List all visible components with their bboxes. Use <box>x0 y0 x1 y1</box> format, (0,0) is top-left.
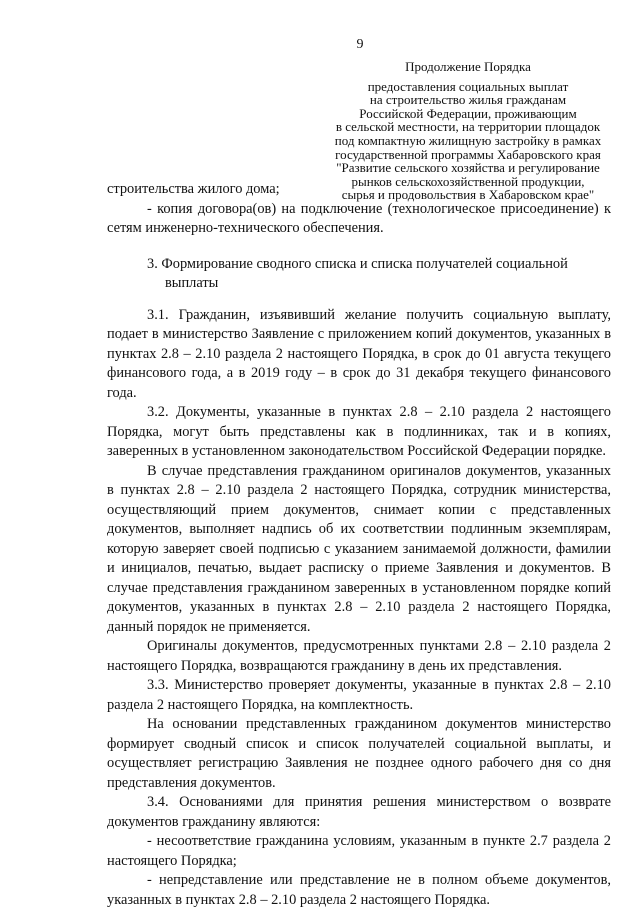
clause-3-3: 3.3. Министерство проверяет документы, указанные в пунктах 2.8 – 2.10 раздела 2 настоящего Порядка, на комплектность. <box>107 677 611 713</box>
clause-3-2: 3.2. Документы, указанные в пунктах 2.8 – 2.10 раздела 2 настоящего Порядка, могут быть представлены как в подлинниках, так и в копиях, заверенных в установленном законодательством Российской Федерации порядке. <box>107 404 611 459</box>
bullet-mismatch: - несоответствие гражданина условиям, указанным в пункте 2.7 раздела 2 настоящего Порядка; <box>107 833 611 869</box>
clause-3-4: 3.4. Основаниями для принятия решения министерством о возврате документов гражданину являются: <box>107 794 611 830</box>
bullet-contract-copy: - копия договора(ов) на подключение (технологическое присоединение) к сетям инженерно-технического обеспечения. <box>107 200 611 236</box>
paragraph-continuation: строительства жилого дома; <box>107 181 280 197</box>
paragraph-basis: На основании представленных гражданином документов министерство формирует сводный список и список получателей социальной выплаты, и осуществляет регистрацию Заявления не позднее одного рабочего дня со дня представления документов. <box>107 716 611 791</box>
section-3-heading-line1: 3. Формирование сводного списка и списка получателей социальной <box>147 255 568 272</box>
clause-3-1: 3.1. Гражданин, изъявивший желание получить социальную выплату, подает в министерство Заявление с приложением копий документов, указанных в пунктах 2.8 – 2.10 раздела 2 настоящего Порядка, в срок до 01 августа текущего финансового года, а в 2019 году – в срок до 31 декабря текущего финансового года. <box>107 306 611 401</box>
header-line: Российской Федерации, проживающим <box>359 105 577 121</box>
header-line: сырья и продовольствия в Хабаровском крае" <box>341 187 595 203</box>
document-body <box>107 180 611 910</box>
header-line: "Развитие сельского хозяйства и регулирование <box>336 160 600 176</box>
header-line: рынков сельскохозяйственной продукции, <box>351 173 585 189</box>
header-line: предоставления социальных выплат <box>367 78 569 94</box>
header-line: на строительство жилья гражданам <box>369 92 567 108</box>
header-line: под компактную жилищную застройку в рамках <box>334 132 602 148</box>
paragraph-returned: Оригиналы документов, предусмотренных пунктами 2.8 – 2.10 раздела 2 настоящего Порядка, возвращаются гражданину в день их представления. <box>107 638 611 674</box>
section-3-heading-line2: выплаты <box>165 275 219 291</box>
paragraph-originals: В случае представления гражданином оригиналов документов, указанных в пунктах 2.8 – 2.10 раздела 2 настоящего Порядка, сотрудник министерства, осуществляющий прием документов, снимает копии с представленных документов, выполняет надпись об их соответствии подлинным экземплярам, которую заверяет своей подписью с указанием занимаемой должности, фамилии и инициалов, печатью, выдает расписку о приеме Заявления и документов. В случае представления гражданином заверенных в установленном порядке копий документов, указанных в пунктах 2.8 – 2.10 раздела 2 настоящего Порядка, данный порядок не применяется. <box>107 462 611 635</box>
page-number: 9 <box>356 37 364 52</box>
header-line: в сельской местности, на территории площадок <box>335 119 601 135</box>
header-line: Продолжение Порядка <box>405 59 531 74</box>
section-3-heading <box>107 255 611 294</box>
header-line: государственной программы Хабаровского края <box>335 146 601 162</box>
bullet-incomplete: - непредставление или представление не в полном объеме документов, указанных в пунктах 2.8 – 2.10 раздела 2 настоящего Порядка. <box>107 872 611 908</box>
